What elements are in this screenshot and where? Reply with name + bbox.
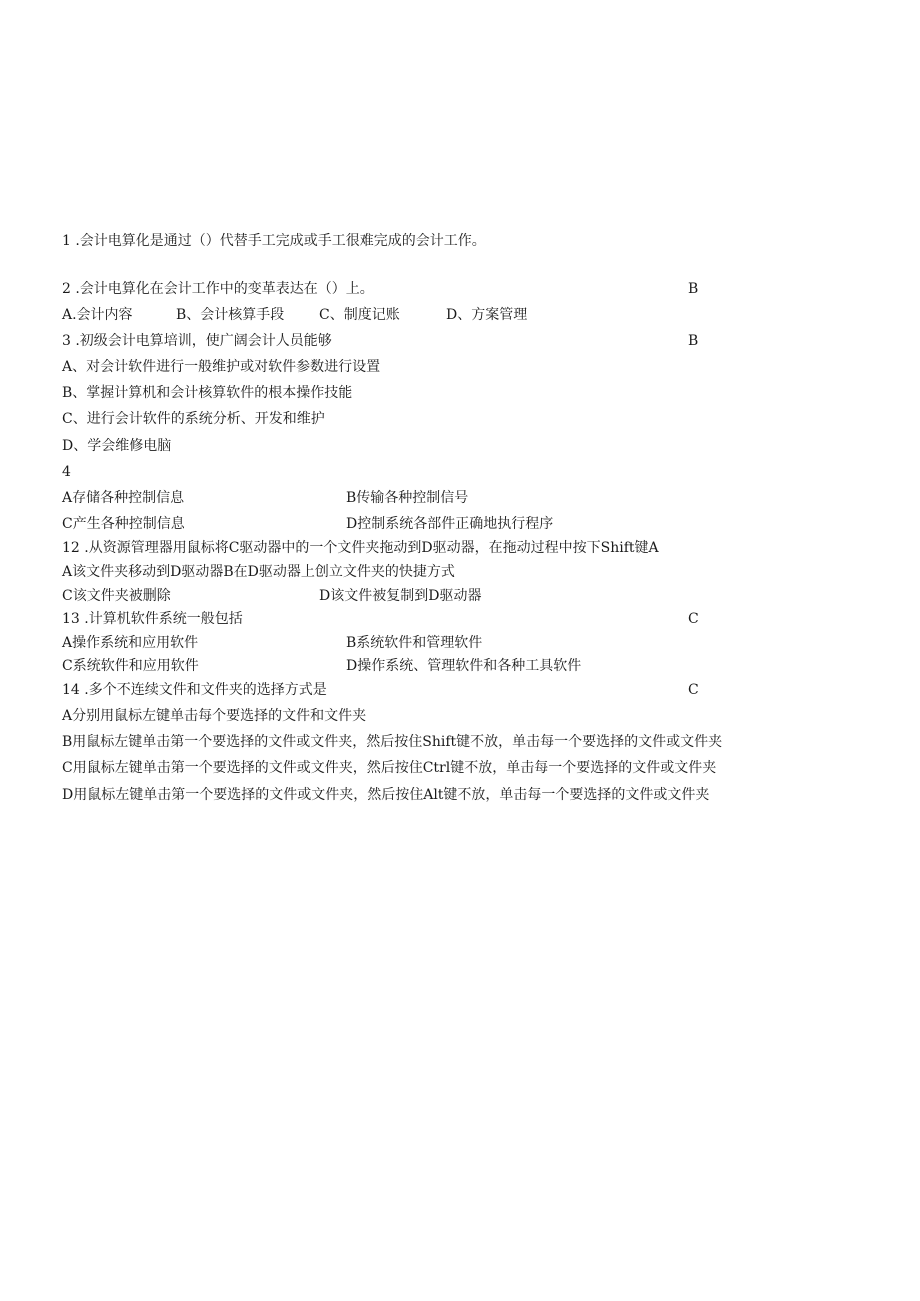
question-12-option-ab: A该文件夹移动到D驱动器B在D驱动器上创立文件夹的快捷方式: [62, 564, 455, 580]
question-2-answer: B: [688, 281, 699, 297]
question-4-option-a: A存储各种控制信息: [62, 490, 185, 506]
question-14-option-d: D用鼠标左键单击第一个要选择的文件或文件夹，然后按住Alt键不放，单击每一个要选择的文件或文件夹: [62, 787, 710, 803]
question-13-option-a: A操作系统和应用软件: [62, 635, 199, 651]
question-4-option-d: D控制系统各部件正确地执行程序: [346, 516, 554, 532]
question-4-option-b: B传输各种控制信号: [346, 490, 469, 506]
question-12-option-d: D该文件被复制到D驱动器: [319, 588, 482, 604]
question-1-text: 1 .会计电算化是通过（）代替手工完成或手工很难完成的会计工作。: [62, 233, 486, 249]
question-13-option-c: C系统软件和应用软件: [62, 658, 199, 674]
question-12-option-c: C该文件夹被删除: [62, 588, 171, 604]
question-2-option-a: A.会计内容: [62, 307, 133, 323]
question-2-option-d: D、方案管理: [446, 307, 528, 323]
question-3-option-a: A、对会计软件进行一般维护或对软件参数进行设置: [62, 359, 381, 375]
question-4-option-c: C产生各种控制信息: [62, 516, 185, 532]
question-13-option-d: D操作系统、管理软件和各种工具软件: [346, 658, 582, 674]
question-3-text: 3 .初级会计电算培训，使广阔会计人员能够: [62, 333, 332, 349]
question-3-option-d: D、学会维修电脑: [62, 438, 172, 454]
question-14-text: 14 .多个不连续文件和文件夹的选择方式是: [62, 682, 327, 698]
question-13-answer: C: [688, 611, 699, 627]
question-2-option-c: C、制度记账: [319, 307, 400, 323]
question-12-text: 12 .从资源管理器用鼠标将C驱动器中的一个文件夹拖动到D驱动器，在拖动过程中按下Shift键A: [62, 540, 659, 556]
question-2-option-b: B、会计核算手段: [176, 307, 285, 323]
question-14-option-a: A分别用鼠标左键单击每个要选择的文件和文件夹: [62, 708, 367, 724]
question-13-option-b: B系统软件和管理软件: [346, 635, 483, 651]
question-3-answer: B: [688, 333, 699, 349]
question-14-option-c: C用鼠标左键单击第一个要选择的文件或文件夹，然后按住Ctrl键不放，单击每一个要选择的文件或文件夹: [62, 760, 717, 776]
question-3-option-b: B、掌握计算机和会计核算软件的根本操作技能: [62, 385, 353, 401]
question-14-answer: C: [688, 682, 699, 698]
question-4-text: 4: [62, 464, 71, 480]
question-14-option-b: B用鼠标左键单击第一个要选择的文件或文件夹，然后按住Shift键不放，单击每一个要选择的文件或文件夹: [62, 734, 723, 750]
question-13-text: 13 .计算机软件系统一般包括: [62, 611, 243, 627]
question-3-option-c: C、进行会计软件的系统分析、开发和维护: [62, 411, 325, 427]
question-2-text: 2 .会计电算化在会计工作中的变革表达在（）上。: [62, 281, 374, 297]
